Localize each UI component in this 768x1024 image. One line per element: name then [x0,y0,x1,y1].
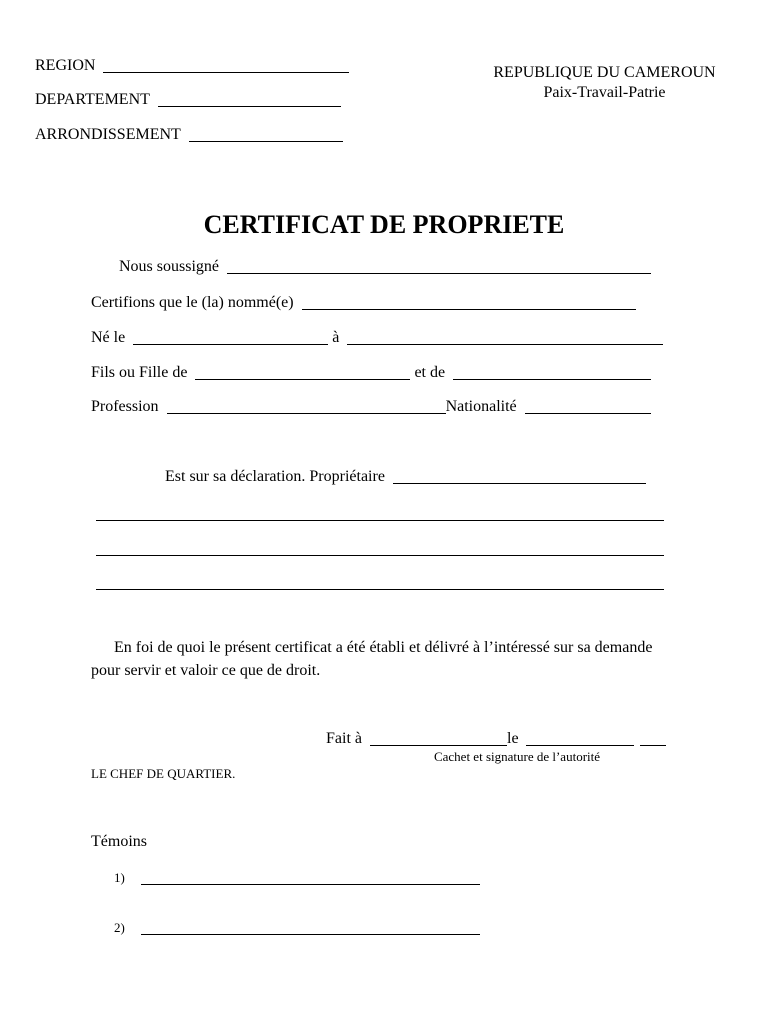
profession-line [91,399,651,415]
region-blank [103,72,349,73]
date-blank[interactable] [526,745,634,746]
witness-blank-2[interactable] [141,934,480,935]
le-label: le [507,730,519,747]
cachet-signature-label: Cachet et signature de l’autorité [433,749,601,764]
nationalite-blank[interactable] [525,413,651,414]
fait-a-label: Fait à [326,730,362,747]
republic-name: REPUBLIQUE DU CAMEROUN [493,64,716,81]
certifions-line [91,295,636,311]
certifions-label: Certifions que le (la) nommé(e) [91,294,294,311]
witness-blank-1[interactable] [141,884,480,885]
fait-line [326,731,666,747]
nationalite-label: Nationalité [445,398,517,415]
filiation-line [91,365,651,381]
profession-label: Profession [91,398,159,415]
departement-blank [158,106,341,107]
year-blank[interactable] [640,745,666,746]
date-naissance-blank[interactable] [133,344,328,345]
soussigne-label: Nous soussigné [119,258,220,275]
profession-blank[interactable] [167,413,446,414]
description-line-1[interactable] [96,520,664,521]
pere-blank[interactable] [195,379,410,380]
ne-le-label: Né le [91,329,126,346]
a-label: à [332,329,340,346]
fils-fille-label: Fils ou Fille de [91,364,188,381]
naissance-line [91,330,663,346]
arrondissement-blank [189,141,343,142]
proprietaire-blank[interactable] [393,483,646,484]
fait-a-blank[interactable] [370,745,507,746]
republic-motto: Paix-Travail-Patrie [543,84,666,101]
soussigne-line [119,259,651,275]
witness-number-2: 2) [114,920,125,935]
departement-label: DEPARTEMENT [35,91,150,108]
proprietaire-line [165,469,646,485]
et-de-label: et de [414,364,446,381]
proprietaire-label: Est sur sa déclaration. Propriétaire [165,468,385,485]
region-line [35,58,349,74]
description-line-2[interactable] [96,555,664,556]
arrondissement-label: ARRONDISSEMENT [35,126,181,143]
mere-blank[interactable] [453,379,651,380]
witness-line-2 [114,920,480,936]
witnesses-label: Témoins [91,833,147,850]
witness-line-1 [114,870,480,886]
departement-line [35,92,341,108]
lieu-naissance-blank[interactable] [347,344,663,345]
arrondissement-line [35,127,343,143]
page-title: CERTIFICAT DE PROPRIETE [203,210,565,239]
witness-number-1: 1) [114,870,125,885]
description-line-3[interactable] [96,589,664,590]
region-label: REGION [35,57,96,74]
chef-quartier-label: LE CHEF DE QUARTIER. [91,766,236,781]
nomme-blank[interactable] [302,309,636,310]
closing-paragraph: En foi de quoi le présent certificat a été établi et délivré à l’intéressé sur sa demande pour servir et valoir ce que de droit. [91,639,653,679]
soussigne-blank[interactable] [227,273,651,274]
